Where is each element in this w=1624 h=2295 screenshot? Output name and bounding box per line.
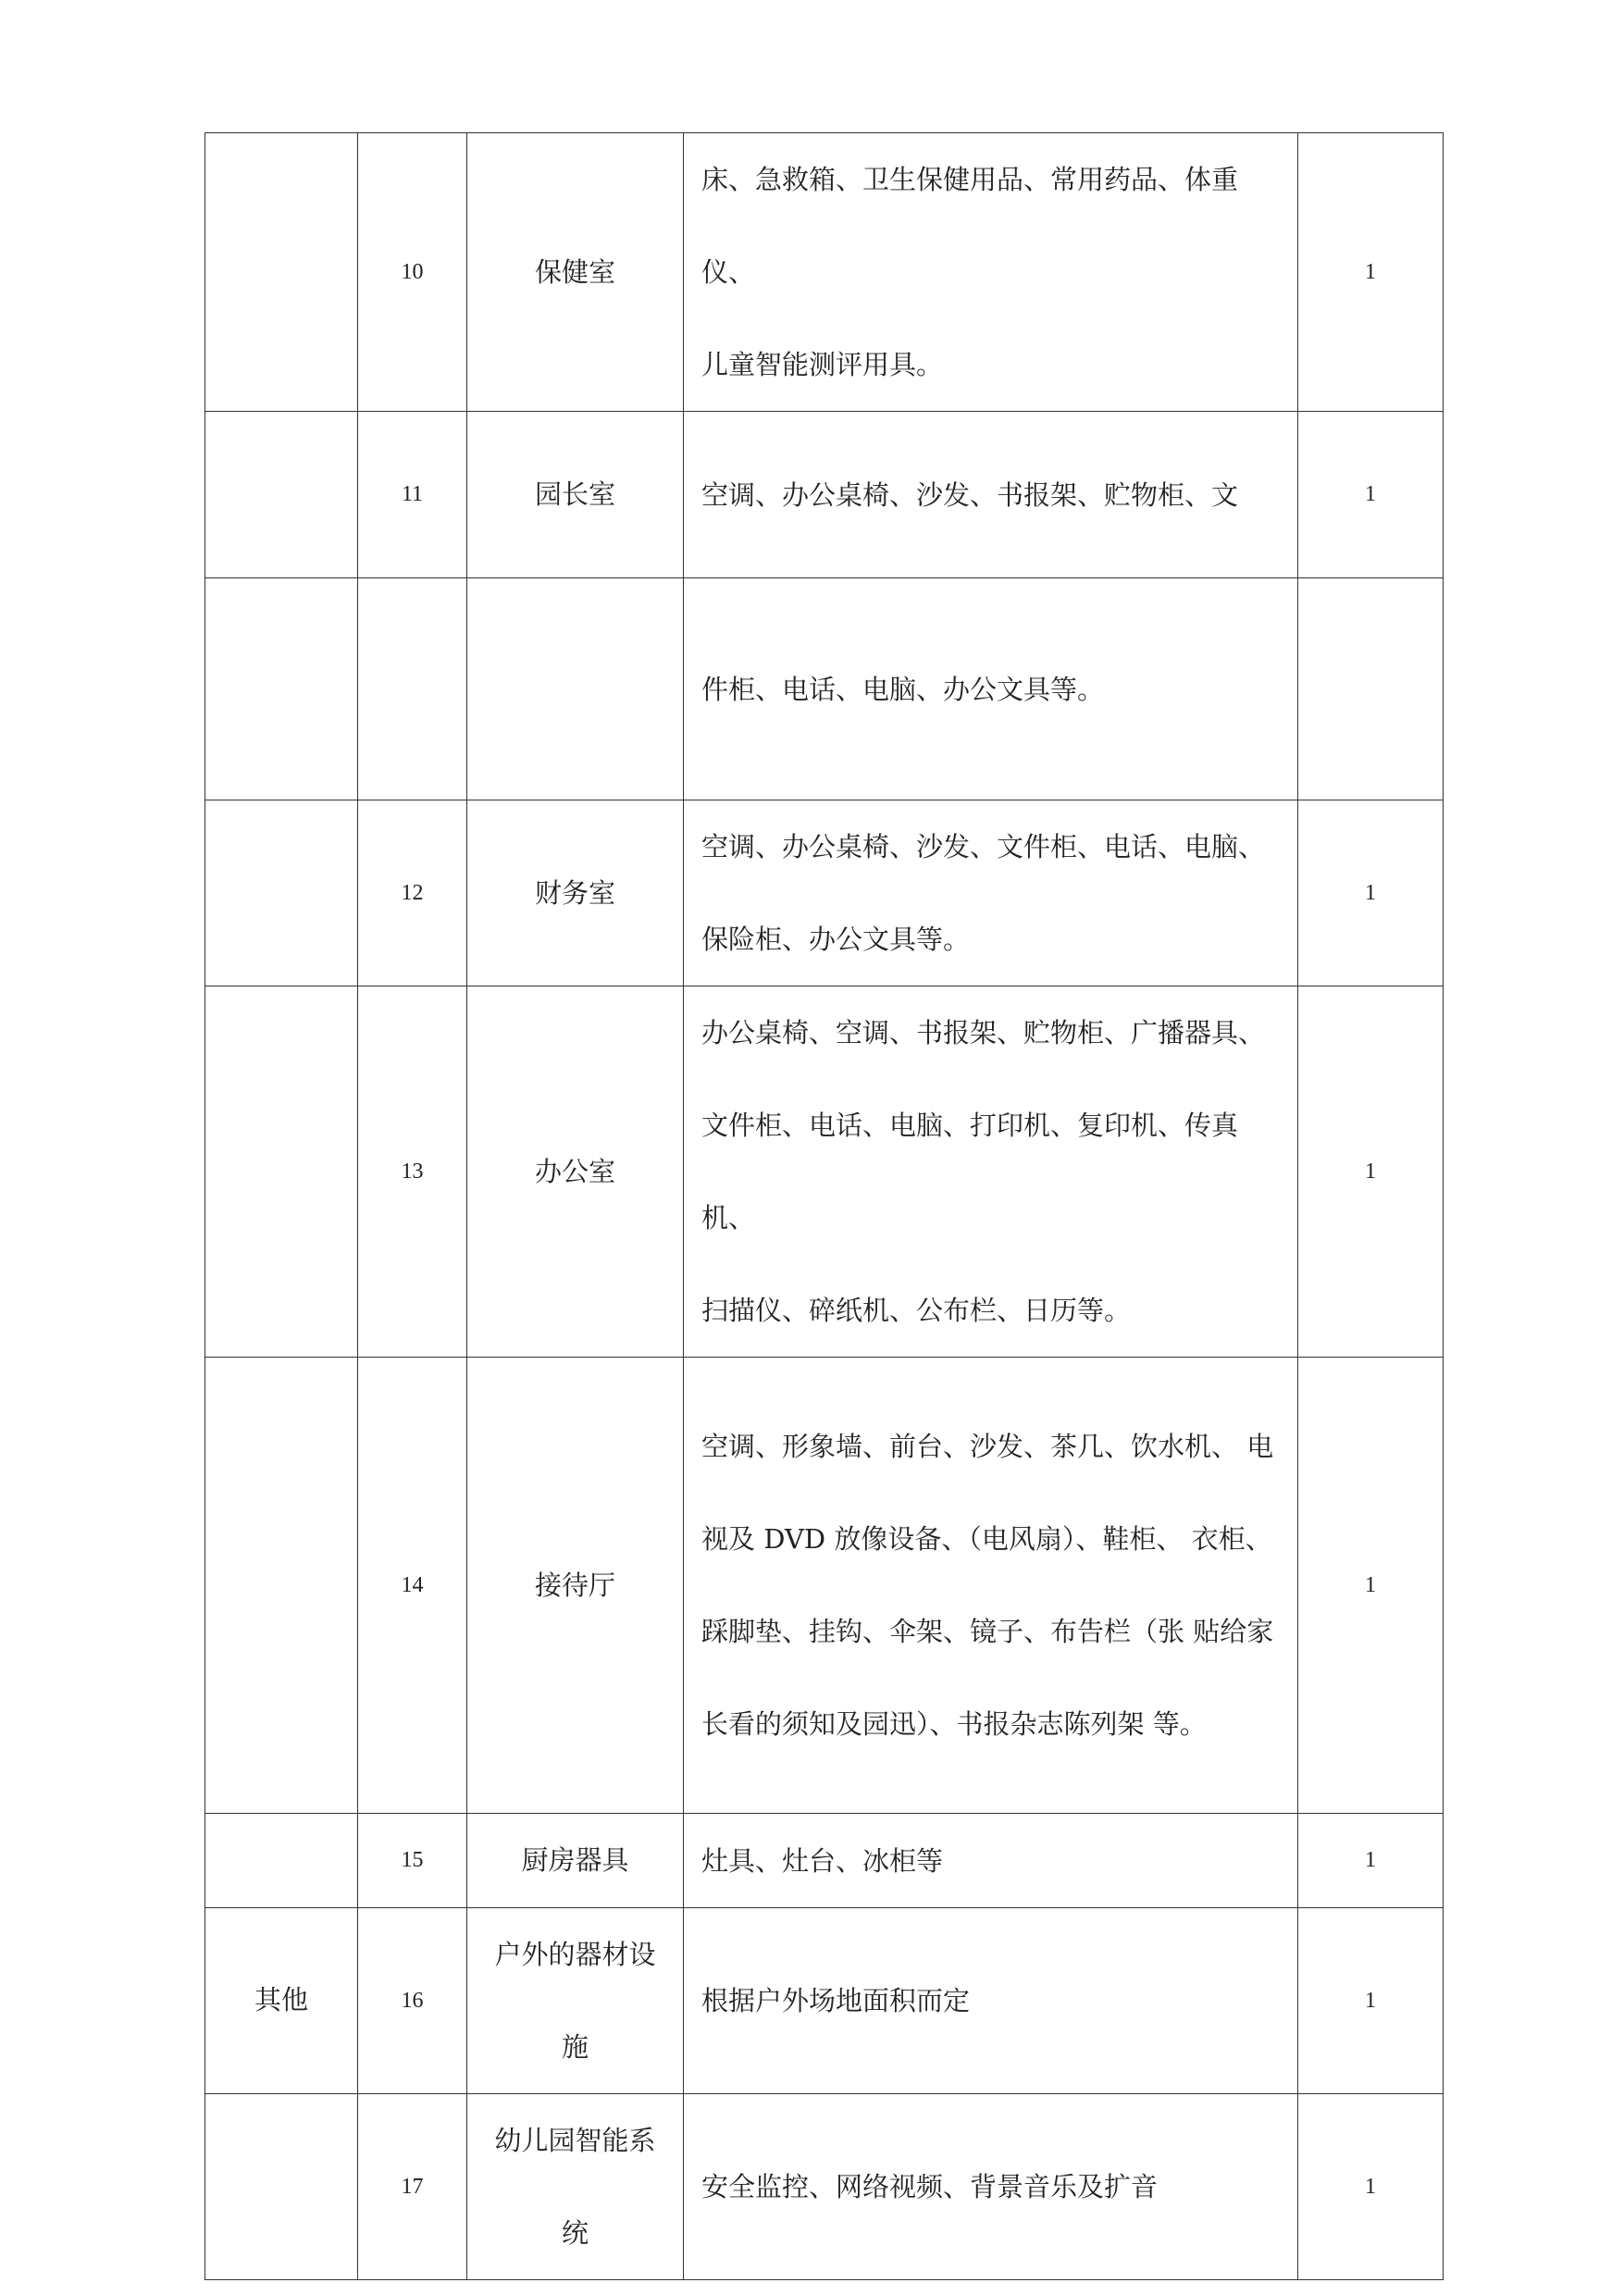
category-cell	[205, 986, 358, 1358]
equipment-description-cell: 空调、形象墙、前台、沙发、茶几、饮水机、 电 视及 DVD 放像设备、（电风扇）、鞋柜、 衣柜、 踩脚垫、挂钩、伞架、镜子、布告栏（张 贴给家 长看的须知及园迅）、书报杂志陈列架 等。	[684, 1358, 1298, 1814]
table-row	[205, 578, 1444, 800]
category-cell: 其他	[205, 1908, 358, 2094]
row-number-cell: 17	[358, 2094, 467, 2280]
table-row	[205, 1908, 1444, 2094]
category-cell	[205, 2094, 358, 2280]
equipment-description-cell: 件柜、电话、电脑、办公文具等。	[684, 578, 1298, 800]
table-row	[205, 800, 1444, 986]
equipment-description-cell: 灶具、灶台、冰柜等	[684, 1814, 1298, 1908]
room-name-cell: 财务室	[467, 800, 684, 986]
row-number-cell	[358, 578, 467, 800]
table-row	[205, 2094, 1444, 2280]
table-row	[205, 412, 1444, 578]
room-name-cell: 幼儿园智能系 统	[467, 2094, 684, 2280]
room-name-cell: 厨房器具	[467, 1814, 684, 1908]
quantity-cell: 1	[1298, 1814, 1444, 1908]
table-row	[205, 1358, 1444, 1814]
category-cell	[205, 800, 358, 986]
quantity-cell: 1	[1298, 986, 1444, 1358]
quantity-cell: 1	[1298, 800, 1444, 986]
equipment-description-cell: 空调、办公桌椅、沙发、文件柜、电话、电脑、 保险柜、办公文具等。	[684, 800, 1298, 986]
category-cell	[205, 1358, 358, 1814]
category-cell	[205, 1814, 358, 1908]
row-number-cell: 11	[358, 412, 467, 578]
equipment-description-cell: 床、急救箱、卫生保健用品、常用药品、体重 仪、 儿童智能测评用具。	[684, 133, 1298, 412]
quantity-cell: 1	[1298, 1908, 1444, 2094]
room-name-cell	[467, 578, 684, 800]
category-cell	[205, 412, 358, 578]
table-row	[205, 133, 1444, 412]
row-number-cell: 13	[358, 986, 467, 1358]
category-cell	[205, 578, 358, 800]
row-number-cell: 15	[358, 1814, 467, 1908]
equipment-description-cell: 办公桌椅、空调、书报架、贮物柜、广播器具、 文件柜、电话、电脑、打印机、复印机、传真 机、 扫描仪、碎纸机、公布栏、日历等。	[684, 986, 1298, 1358]
equipment-table	[205, 132, 1444, 2280]
table-row	[205, 1814, 1444, 1908]
row-number-cell: 16	[358, 1908, 467, 2094]
room-name-cell: 接待厅	[467, 1358, 684, 1814]
room-name-cell: 保健室	[467, 133, 684, 412]
category-cell	[205, 133, 358, 412]
table-row	[205, 986, 1444, 1358]
quantity-cell	[1298, 578, 1444, 800]
quantity-cell: 1	[1298, 1358, 1444, 1814]
quantity-cell: 1	[1298, 2094, 1444, 2280]
quantity-cell: 1	[1298, 412, 1444, 578]
room-name-cell: 办公室	[467, 986, 684, 1358]
equipment-description-cell: 空调、办公桌椅、沙发、书报架、贮物柜、文	[684, 412, 1298, 578]
row-number-cell: 10	[358, 133, 467, 412]
equipment-description-cell: 根据户外场地面积而定	[684, 1908, 1298, 2094]
room-name-cell: 户外的器材设 施	[467, 1908, 684, 2094]
quantity-cell: 1	[1298, 133, 1444, 412]
row-number-cell: 14	[358, 1358, 467, 1814]
row-number-cell: 12	[358, 800, 467, 986]
equipment-description-cell: 安全监控、网络视频、背景音乐及扩音	[684, 2094, 1298, 2280]
room-name-cell: 园长室	[467, 412, 684, 578]
